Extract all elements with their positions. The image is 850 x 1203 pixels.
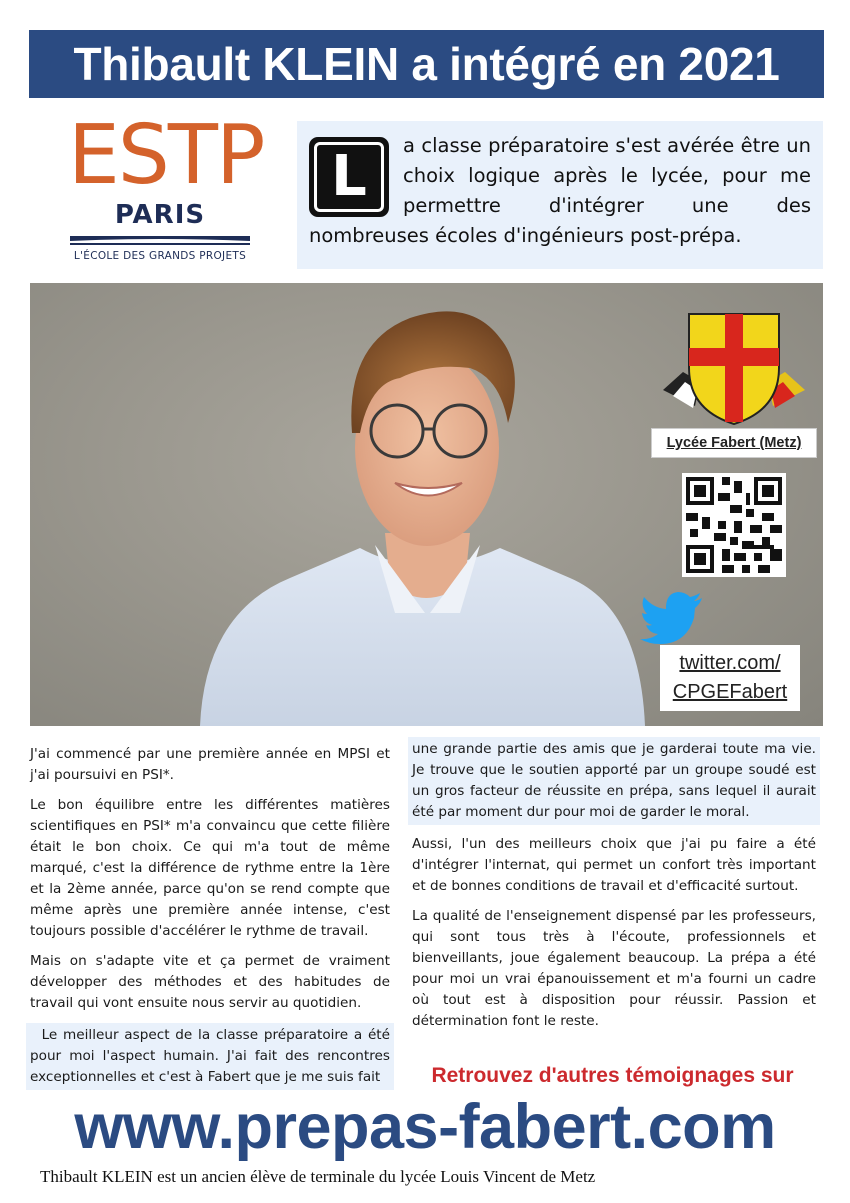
page-title-banner: [29, 30, 824, 98]
dropcap-letter: L: [314, 142, 384, 212]
lycee-label-text: Lycée Fabert (Metz): [666, 435, 802, 451]
logo-city: PARIS: [114, 200, 206, 230]
body-column-right: [412, 737, 816, 1041]
footer-note: Thibault KLEIN est un ancien élève de terminale du lycée Louis Vincent de Metz: [40, 1167, 596, 1186]
twitter-bird-icon[interactable]: [640, 592, 704, 644]
logo-rule: [68, 234, 252, 250]
body-paragraph: La qualité de l'enseignement dispensé par les professeurs, qui sont tous très à l'écoute, professionnels et bienveillants, joue également beaucoup. La prépa a été pour moi un vrai épanouissement et m'a fourni un cadre où tout est à disposition pour réussir. Passion et détermination font le reste.: [412, 908, 816, 1029]
dropcap: [309, 137, 389, 217]
logo-estp-wordmark: ESTP: [68, 108, 264, 203]
body-column-left: [30, 744, 395, 1099]
body-paragraph-highlighted: une grande partie des amis que je garderai toute ma vie. Je trouve que le soutien apporté par un groupe soudé est un gros facteur de réussite en prépa, sans lequel il aurait été par moment dur pour moi de garder le moral.: [408, 737, 820, 825]
twitter-link[interactable]: [660, 645, 800, 711]
logo-tagline: L'ÉCOLE DES GRANDS PROJETS: [73, 250, 247, 262]
lycee-fabert-label[interactable]: [651, 428, 817, 458]
call-to-action: Retrouvez d'autres témoignages sur: [431, 1064, 794, 1087]
twitter-link-line1: twitter.com/: [679, 652, 781, 674]
website-url[interactable]: www.prepas-fabert.com: [74, 1092, 776, 1162]
intro-text: a classe préparatoire s'est avérée être un choix logique après le lycée, pour me permettre d'intégrer une des nombreuses écoles d'ingénieurs post-prépa.: [309, 134, 811, 247]
estp-logo: [68, 108, 264, 276]
body-paragraph: Le bon équilibre entre les différentes matières scientifiques en PSI* m'a convaincu que cette filière était le bon choix. Ce qui m'a tout de même marqué, c'est la différence de rythme entre la 1ère et la 2ème année, parce qu'on se rend compte que même après une première année intense, c'est toujours possible d'accélérer le rythme de travail.: [30, 797, 390, 939]
body-paragraph: J'ai commencé par une première année en MPSI et j'ai poursuivi en PSI*.: [30, 746, 390, 783]
page-title: Thibault KLEIN a intégré en 2021: [73, 38, 780, 90]
intro-quote: [297, 121, 823, 269]
body-paragraph: Aussi, l'un des meilleurs choix que j'ai pu faire a été d'intégrer l'internat, qui permet un confort très important et de bonnes conditions de travail et d'efficacité surtout.: [412, 836, 816, 894]
qr-code-icon[interactable]: [682, 473, 786, 577]
body-paragraph-highlighted: Le meilleur aspect de la classe préparatoire a été pour moi l'aspect humain. J'ai fait des rencontres exceptionnelles et c'est à Fabert que je me suis fait: [26, 1023, 394, 1090]
lycee-fabert-crest-icon: [655, 310, 813, 428]
body-paragraph: Mais on s'adapte vite et ça permet de vraiment développer des méthodes et des habitudes de travail qui vont ensuite nous servir au quotidien.: [30, 953, 390, 1011]
twitter-link-line2: CPGEFabert: [672, 681, 788, 703]
